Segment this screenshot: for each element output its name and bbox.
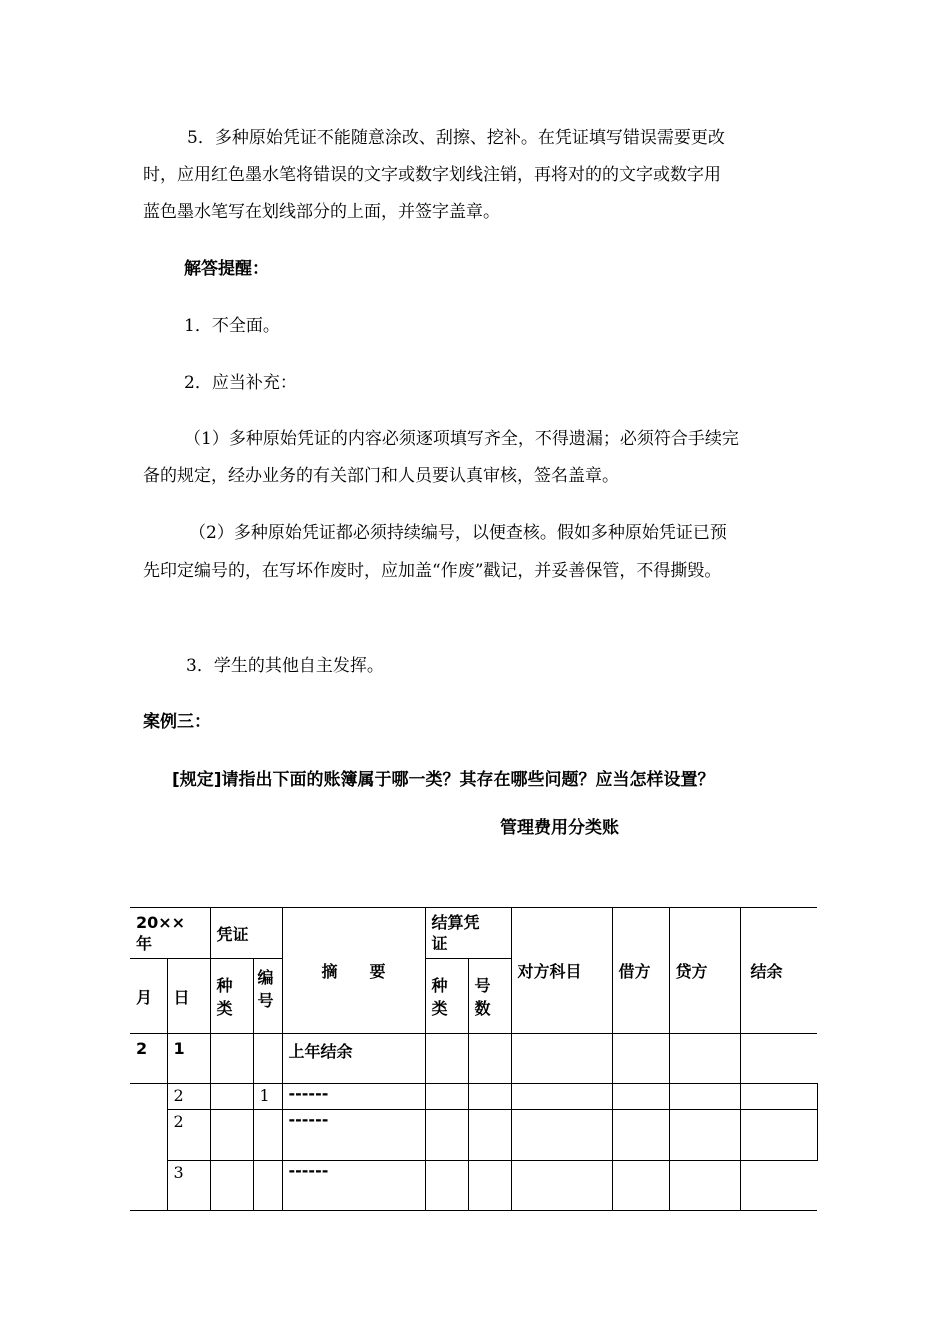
text-line: 时，应用红色墨水笔将错误的文字或数字划线注销，再将对的的文字或数字用	[143, 165, 721, 185]
day-cell: 2	[167, 1084, 210, 1110]
month-cell	[130, 1161, 167, 1211]
counter-account-cell	[511, 1084, 612, 1110]
summary-cell: 上年结余	[282, 1034, 425, 1084]
balance-cell	[740, 1110, 817, 1161]
balance-cell	[740, 1084, 817, 1110]
v-type-cell	[210, 1084, 253, 1110]
v-no-header: 编 号	[253, 959, 282, 1034]
day-cell: 3	[167, 1161, 210, 1211]
hint-title: 解答提醒：	[184, 259, 269, 279]
v-no-cell: 1	[253, 1084, 282, 1110]
v-no-cell	[253, 1034, 282, 1084]
counter-account-cell	[511, 1110, 612, 1161]
settle-line-1: 结算凭	[431, 913, 480, 932]
s-type-cell	[425, 1034, 468, 1084]
credit-cell	[669, 1161, 740, 1211]
case-title: 案例三：	[143, 712, 211, 732]
month-cell	[130, 1084, 167, 1110]
header-row-1	[130, 908, 817, 959]
credit-cell	[669, 1084, 740, 1110]
summary-cell: ------	[282, 1110, 425, 1161]
hint-item-1: 1．不全面。	[184, 316, 280, 336]
summary-cell: ------	[282, 1161, 425, 1211]
year-line-2: 年	[136, 934, 153, 953]
settle-header	[425, 908, 511, 959]
summary-cell: ------	[282, 1084, 425, 1110]
table-row	[130, 1034, 817, 1084]
month-cell: 2	[130, 1034, 167, 1084]
v-type-cell	[210, 1034, 253, 1084]
hint-item-3: 3．学生的其他自主发挥。	[186, 656, 384, 676]
summary-header: 摘 要	[282, 908, 425, 1034]
question: [规定]请指出下面的账簿属于哪一类？其存在哪些问题？应当怎样设置？	[172, 770, 715, 790]
text-line: （1）多种原始凭证的内容必须逐项填写齐全，不得遗漏；必须符合手续完	[184, 429, 739, 449]
counter-account-cell	[511, 1034, 612, 1084]
s-no-cell	[468, 1084, 511, 1110]
counter-account-header: 对方科目	[511, 908, 612, 1034]
ledger-table	[130, 907, 818, 1211]
counter-account-cell	[511, 1161, 612, 1211]
hint-item-2: 2．应当补充：	[184, 373, 297, 393]
day-header: 日	[167, 959, 210, 1034]
month-header: 月	[130, 959, 167, 1034]
v-type-cell	[210, 1110, 253, 1161]
month-cell	[130, 1110, 167, 1161]
v-type-cell	[210, 1161, 253, 1211]
credit-header: 贷方	[669, 908, 740, 1034]
settle-line-2: 证	[431, 934, 448, 953]
v-no-cell	[253, 1161, 282, 1211]
text-line: 蓝色墨水笔写在划线部分的上面，并签字盖章。	[143, 202, 500, 222]
debit-cell	[612, 1084, 669, 1110]
s-no-cell	[468, 1161, 511, 1211]
text-line: 先印定编号的，在写坏作废时，应加盖“作废”戳记，并妥善保管，不得撕毁。	[143, 561, 722, 581]
year-header	[130, 908, 210, 959]
debit-cell	[612, 1034, 669, 1084]
credit-cell	[669, 1034, 740, 1084]
balance-cell	[740, 1161, 817, 1211]
debit-header: 借方	[612, 908, 669, 1034]
v-no-cell	[253, 1110, 282, 1161]
day-cell: 1	[167, 1034, 210, 1084]
ledger-title: 管理费用分类账	[500, 818, 619, 838]
debit-cell	[612, 1110, 669, 1161]
table-row	[130, 1110, 817, 1161]
balance-cell	[740, 1034, 817, 1084]
s-no-header: 号 数	[468, 959, 511, 1034]
s-type-header: 种 类	[425, 959, 468, 1034]
table-row	[130, 1161, 817, 1211]
balance-header: 结余	[740, 908, 817, 1034]
s-type-cell	[425, 1161, 468, 1211]
s-no-cell	[468, 1110, 511, 1161]
text-line: 备的规定，经办业务的有关部门和人员要认真审核，签名盖章。	[143, 466, 619, 486]
text-line: （2）多种原始凭证都必须持续编号，以便查核。假如多种原始凭证已预	[189, 523, 727, 543]
s-type-cell	[425, 1084, 468, 1110]
s-no-cell	[468, 1034, 511, 1084]
v-type-header: 种 类	[210, 959, 253, 1034]
day-cell: 2	[167, 1110, 210, 1161]
table-row	[130, 1084, 817, 1110]
text-line: 5．多种原始凭证不能随意涂改、刮擦、挖补。在凭证填写错误需要更改	[187, 128, 725, 148]
s-type-cell	[425, 1110, 468, 1161]
credit-cell	[669, 1110, 740, 1161]
voucher-header: 凭证	[210, 908, 282, 959]
year-line-1: 20××	[136, 913, 186, 932]
debit-cell	[612, 1161, 669, 1211]
